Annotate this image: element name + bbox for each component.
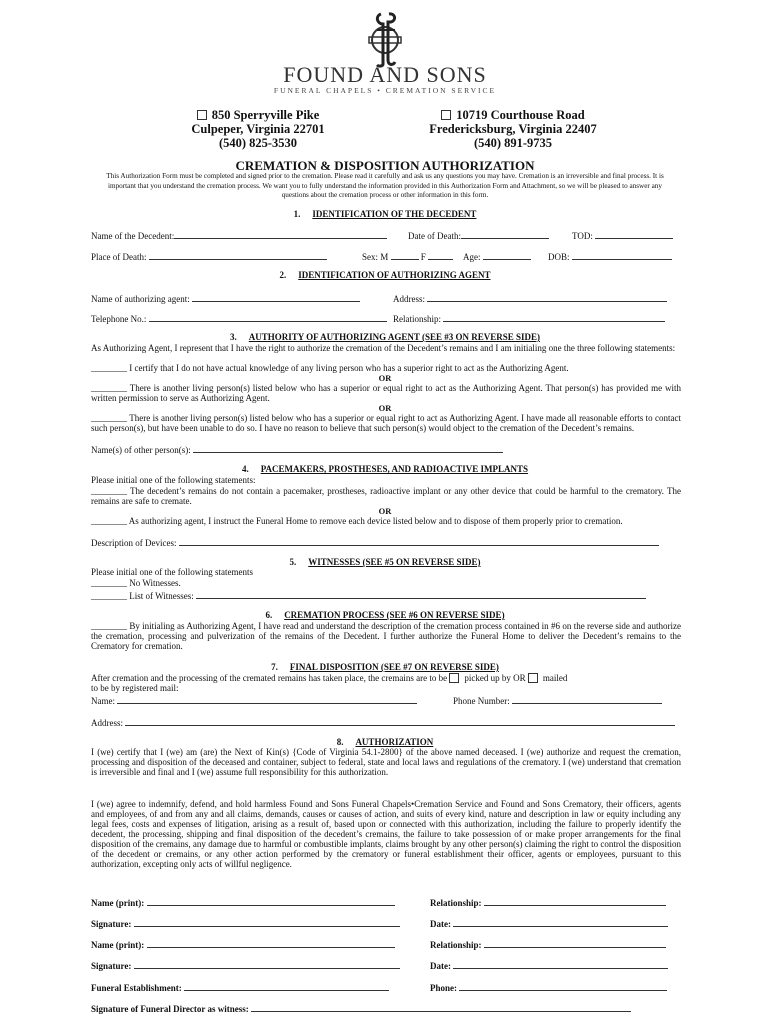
phone: (540) 891-9735 <box>473 136 553 150</box>
field-label: Signature: <box>91 919 132 929</box>
funeral-establishment-field[interactable] <box>91 981 389 993</box>
field-label: Name of authorizing agent: <box>91 294 190 304</box>
section-1-heading <box>0 209 770 219</box>
section-3-heading <box>0 332 770 342</box>
section-4-lead: Please initial one of the following statements: <box>91 475 256 485</box>
field-label: Relationship: <box>393 314 441 324</box>
recipient-address-field[interactable] <box>91 716 675 728</box>
age-field[interactable] <box>463 250 531 262</box>
agent-relationship-field[interactable] <box>393 312 665 324</box>
field-label: Date: <box>430 961 451 971</box>
agent-name-field[interactable] <box>91 292 360 304</box>
street: 10719 Courthouse Road <box>456 108 585 122</box>
section-3-option-1[interactable]: ________ I certify that I do not have actual knowledge of any living person who has a superior right to act as the Authorizing Agent. <box>91 363 569 373</box>
section-number: 6. <box>265 610 273 620</box>
city: Fredericksburg, Virginia 22407 <box>429 122 597 136</box>
section-number: 2. <box>279 270 287 280</box>
section-title: FINAL DISPOSITION (SEE #7 ON REVERSE SIDE) <box>289 662 499 672</box>
recipient-name-field[interactable] <box>91 694 417 706</box>
date-field-2[interactable] <box>430 959 668 971</box>
found-and-sons-logo <box>355 10 415 68</box>
field-label: Relationship: <box>430 898 482 908</box>
section-5-heading <box>0 557 770 567</box>
section-title: PACEMAKERS, PROSTHESES, AND RADIOACTIVE IMPLANTS <box>260 464 529 474</box>
field-label: Signature of Funeral Director as witness: <box>91 1004 249 1014</box>
phone: (540) 825-3530 <box>218 136 298 150</box>
other-persons-field[interactable] <box>91 443 503 455</box>
field-label: Description of Devices: <box>91 538 177 548</box>
section-3-option-3[interactable]: ________ There is another living person(s) listed below who has a superior or equal right to act as Authorizing Agent. I have made all reasonable efforts to contact such person(s), but have been unable to do so. I have no reason to believe that such person(s) would object to the cremation of the Decedent’s remains. <box>91 413 681 433</box>
date-field-1[interactable] <box>430 917 668 929</box>
witness-list-field[interactable] <box>91 589 646 601</box>
section-title: AUTHORIZATION <box>355 737 434 747</box>
agent-phone-field[interactable] <box>91 312 387 324</box>
form-intro: This Authorization Form must be completed and signed prior to the cremation. Please read it carefully and ask us any questions you may have. Cremation is an irreversible and final process. It is important that you understand the cremation process. We want you to fully understand the information provided in this Authorization Form and Attachment, so we will be pleased to answer any questions about the cremation process or other information in this form. <box>106 172 664 199</box>
section-number: 1. <box>293 209 301 219</box>
relationship-field-1[interactable] <box>430 896 666 908</box>
field-label: Name(s) of other person(s): <box>91 445 191 455</box>
section-7-heading <box>0 662 770 672</box>
brand-tagline: FUNERAL CHAPELS • CREMATION SERVICE <box>273 86 497 95</box>
signature-field-1[interactable] <box>91 917 400 929</box>
agent-address-field[interactable] <box>393 292 667 304</box>
section-6-text[interactable]: ________ By initialing as Authorizing Agent, I have read and understand the description of the cremation process contained in #6 on the reverse side and authorize the cremation, processing and pulverization of the remains of the Decedent. I further authorize the Funeral Home to deliver the Decedent’s remains to the Crematory for cremation. <box>91 621 681 651</box>
location-culpeper <box>128 108 388 150</box>
section-number: 3. <box>230 332 237 342</box>
field-label: Signature: <box>91 961 132 971</box>
dob-field[interactable] <box>548 250 672 262</box>
authorization-paragraph-2: I (we) agree to indemnify, defend, and hold harmless Found and Sons Funeral Chapels•Cremation Service and Found and Sons Crematory, their officers, agents and employees, of and from any and all claims, demands, causes or causes of action, and suits of every kind, nature and description in law or equity including any legal fees, costs and expenses of litigation, arising as a result of, based upon or connected with this authorization, including the failure to properly identify the decedent, the processing, shipping and final disposition of the decedent’s cremains, the failure to take possession of or make proper arrangements for the final disposition of the cremains, any damage due to harmful or combustible implants, claims brought by any other person(s) claiming the right to control the disposition of the decedent or cremains, or any other action performed by the crematory or funeral establishment their officer, agents or employees, pursuant to this authorization, excepting only acts of willful negligence. <box>91 799 681 869</box>
field-label: Sex: M <box>362 252 389 262</box>
pickup-label: picked up by OR <box>464 673 526 683</box>
director-signature-field[interactable] <box>91 1002 631 1014</box>
field-label: Name: <box>91 696 115 706</box>
section-title: WITNESSES (SEE #5 ON REVERSE SIDE) <box>308 557 481 567</box>
no-witnesses-option[interactable]: ________ No Witnesses. <box>91 578 181 588</box>
recipient-phone-field[interactable] <box>453 694 662 706</box>
section-3-lead: As Authorizing Agent, I represent that I have the right to authorize the cremation of the Decedent’s remains and I am initialing one the three following statements: <box>91 343 676 353</box>
decedent-name-field[interactable] <box>91 229 387 241</box>
field-label: Phone Number: <box>453 696 510 706</box>
relationship-field-2[interactable] <box>430 938 666 950</box>
disposition-lead: After cremation and the processing of the cremated remains has taken place, the cremains are to be <box>91 673 448 683</box>
street: 850 Sperryville Pike <box>211 108 320 122</box>
location-fredericksburg <box>383 108 643 150</box>
section-5-lead: Please initial one of the following statements <box>91 567 253 577</box>
mailed-checkbox[interactable] <box>528 673 538 683</box>
tod-field[interactable] <box>572 229 673 241</box>
section-4-option-1[interactable]: ________ The decedent’s remains do not contain a pacemaker, prostheses, radioactive implant or any other device that could be harmful to the crematory. The remains are safe to cremate. <box>91 486 681 506</box>
section-number: 8. <box>336 737 344 747</box>
place-of-death-field[interactable] <box>91 250 327 262</box>
field-label: F <box>420 252 426 262</box>
or-divider: OR <box>378 373 392 383</box>
field-label: Date of Death: <box>408 231 461 241</box>
brand-name: FOUND AND SONS <box>283 62 487 87</box>
field-label: Place of Death: <box>91 252 147 262</box>
field-label: Age: <box>463 252 481 262</box>
signature-field-2[interactable] <box>91 959 400 971</box>
field-label: Funeral Establishment: <box>91 983 182 993</box>
section-6-heading <box>0 610 770 620</box>
registered-mail-label: to be by registered mail: <box>91 683 179 693</box>
devices-field[interactable] <box>91 536 659 548</box>
field-label: DOB: <box>548 252 570 262</box>
field-label: Address: <box>393 294 425 304</box>
section-title: CREMATION PROCESS (SEE #6 ON REVERSE SIDE) <box>284 610 505 620</box>
pickup-checkbox[interactable] <box>449 673 459 683</box>
field-label: Address: <box>91 718 123 728</box>
field-label: Telephone No.: <box>91 314 147 324</box>
city: Culpeper, Virginia 22701 <box>191 122 325 136</box>
section-number: 4. <box>241 464 249 474</box>
section-8-heading <box>0 737 770 747</box>
sex-field[interactable] <box>362 250 453 262</box>
date-of-death-field[interactable] <box>408 229 549 241</box>
name-print-field-1[interactable] <box>91 896 395 908</box>
field-label: Name (print): <box>91 940 145 950</box>
or-divider: OR <box>378 506 392 516</box>
field-label: ________ List of Witnesses: <box>91 591 194 601</box>
authorization-paragraph-1: I (we) certify that I (we) am (are) the Next of Kin(s) {Code of Virginia 54.1-2800} of the above named deceased. I (we) authorize and request the cremation, processing and disposition of the deceased and container, subject to federal, state and local laws and regulations of the crematory. I (we) understand that cremation is irreversible and final and I (we) assume full responsibility for this authorization. <box>91 747 681 777</box>
section-3-option-2[interactable]: ________ There is another living person(s) listed below who has a superior or equal right to act as the Authorizing Agent. That person(s) has provided me with written permission to serve as Authorizing Agent. <box>91 383 681 403</box>
field-label: Name (print): <box>91 898 145 908</box>
field-label: Date: <box>430 919 451 929</box>
form-title: CREMATION & DISPOSITION AUTHORIZATION <box>235 158 535 173</box>
field-label: Name of the Decedent: <box>91 231 175 241</box>
section-title: IDENTIFICATION OF THE DECEDENT <box>312 209 477 219</box>
section-number: 5. <box>289 557 297 567</box>
name-print-field-2[interactable] <box>91 938 395 950</box>
field-label: Phone: <box>430 983 457 993</box>
establishment-phone-field[interactable] <box>430 981 667 993</box>
field-label: Relationship: <box>430 940 482 950</box>
section-4-option-2[interactable]: ________ As authorizing agent, I instruct the Funeral Home to remove each device listed below and to dispose of them properly prior to cremation. <box>91 516 623 526</box>
or-divider: OR <box>378 403 392 413</box>
section-title: IDENTIFICATION OF AUTHORIZING AGENT <box>298 270 491 280</box>
mailed-label: mailed <box>542 673 568 683</box>
location-checkbox[interactable] <box>197 110 207 120</box>
section-number: 7. <box>271 662 278 672</box>
section-2-heading <box>0 270 770 280</box>
section-4-heading <box>0 464 770 474</box>
field-label: TOD: <box>572 231 593 241</box>
section-title: AUTHORITY OF AUTHORIZING AGENT (SEE #3 ON REVERSE SIDE) <box>248 332 540 342</box>
location-checkbox[interactable] <box>441 110 451 120</box>
